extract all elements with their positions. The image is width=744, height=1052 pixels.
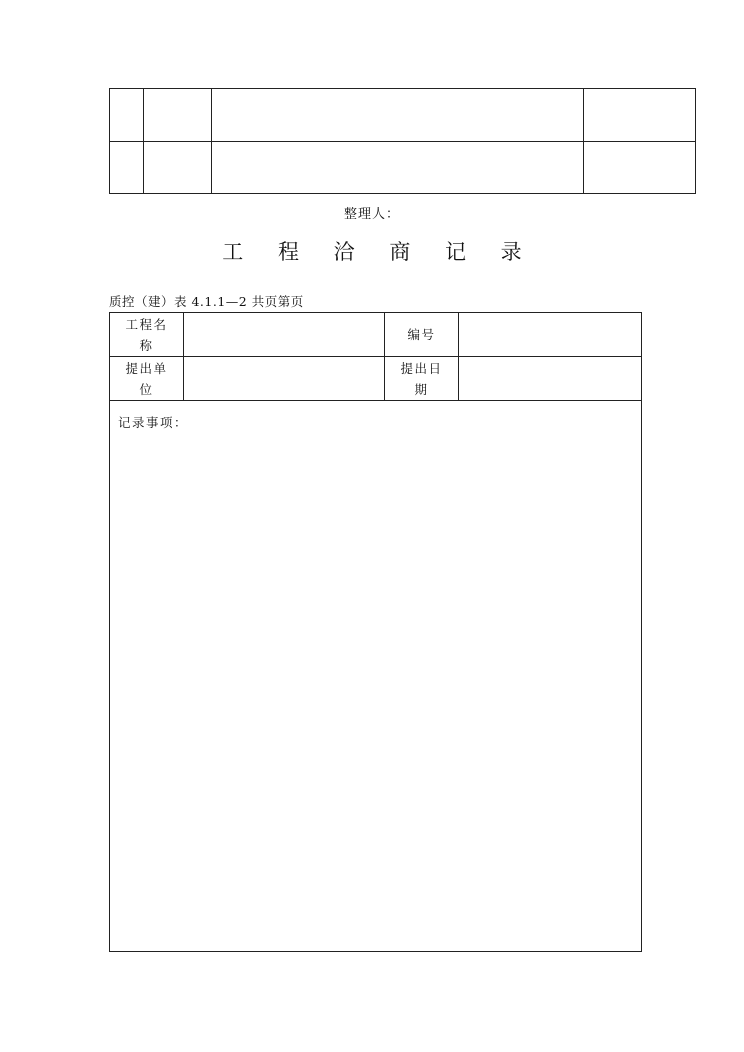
project-name-field[interactable]: [184, 313, 385, 357]
project-name-label: 工程名称: [110, 313, 184, 357]
table-cell: [110, 89, 144, 142]
table-row: [110, 357, 642, 401]
document-title: 工 程 洽 商 记 录: [222, 240, 536, 264]
table-row: [110, 401, 642, 952]
table-cell: [212, 89, 584, 142]
table-row: [110, 142, 696, 194]
negotiation-record-form: [109, 312, 642, 952]
form-code: 质控（建）表 4.1.1—2 共页第页: [109, 294, 304, 309]
notes-label: 记录事项：: [118, 415, 189, 430]
table-row: [110, 89, 696, 142]
submitter-field[interactable]: [184, 357, 385, 401]
number-label: 编号: [385, 313, 459, 357]
table-cell: [144, 142, 212, 194]
date-label: 提出日期: [385, 357, 459, 401]
table-cell: [110, 142, 144, 194]
number-field[interactable]: [459, 313, 642, 357]
table-row: [110, 313, 642, 357]
table-cell: [212, 142, 584, 194]
date-field[interactable]: [459, 357, 642, 401]
organizer-label: 整理人：: [343, 207, 400, 222]
table-cell: [584, 142, 696, 194]
table-cell: [144, 89, 212, 142]
notes-area[interactable]: [110, 401, 642, 952]
submitter-label: 提出单位: [110, 357, 184, 401]
table-cell: [584, 89, 696, 142]
previous-page-table: [109, 88, 696, 194]
